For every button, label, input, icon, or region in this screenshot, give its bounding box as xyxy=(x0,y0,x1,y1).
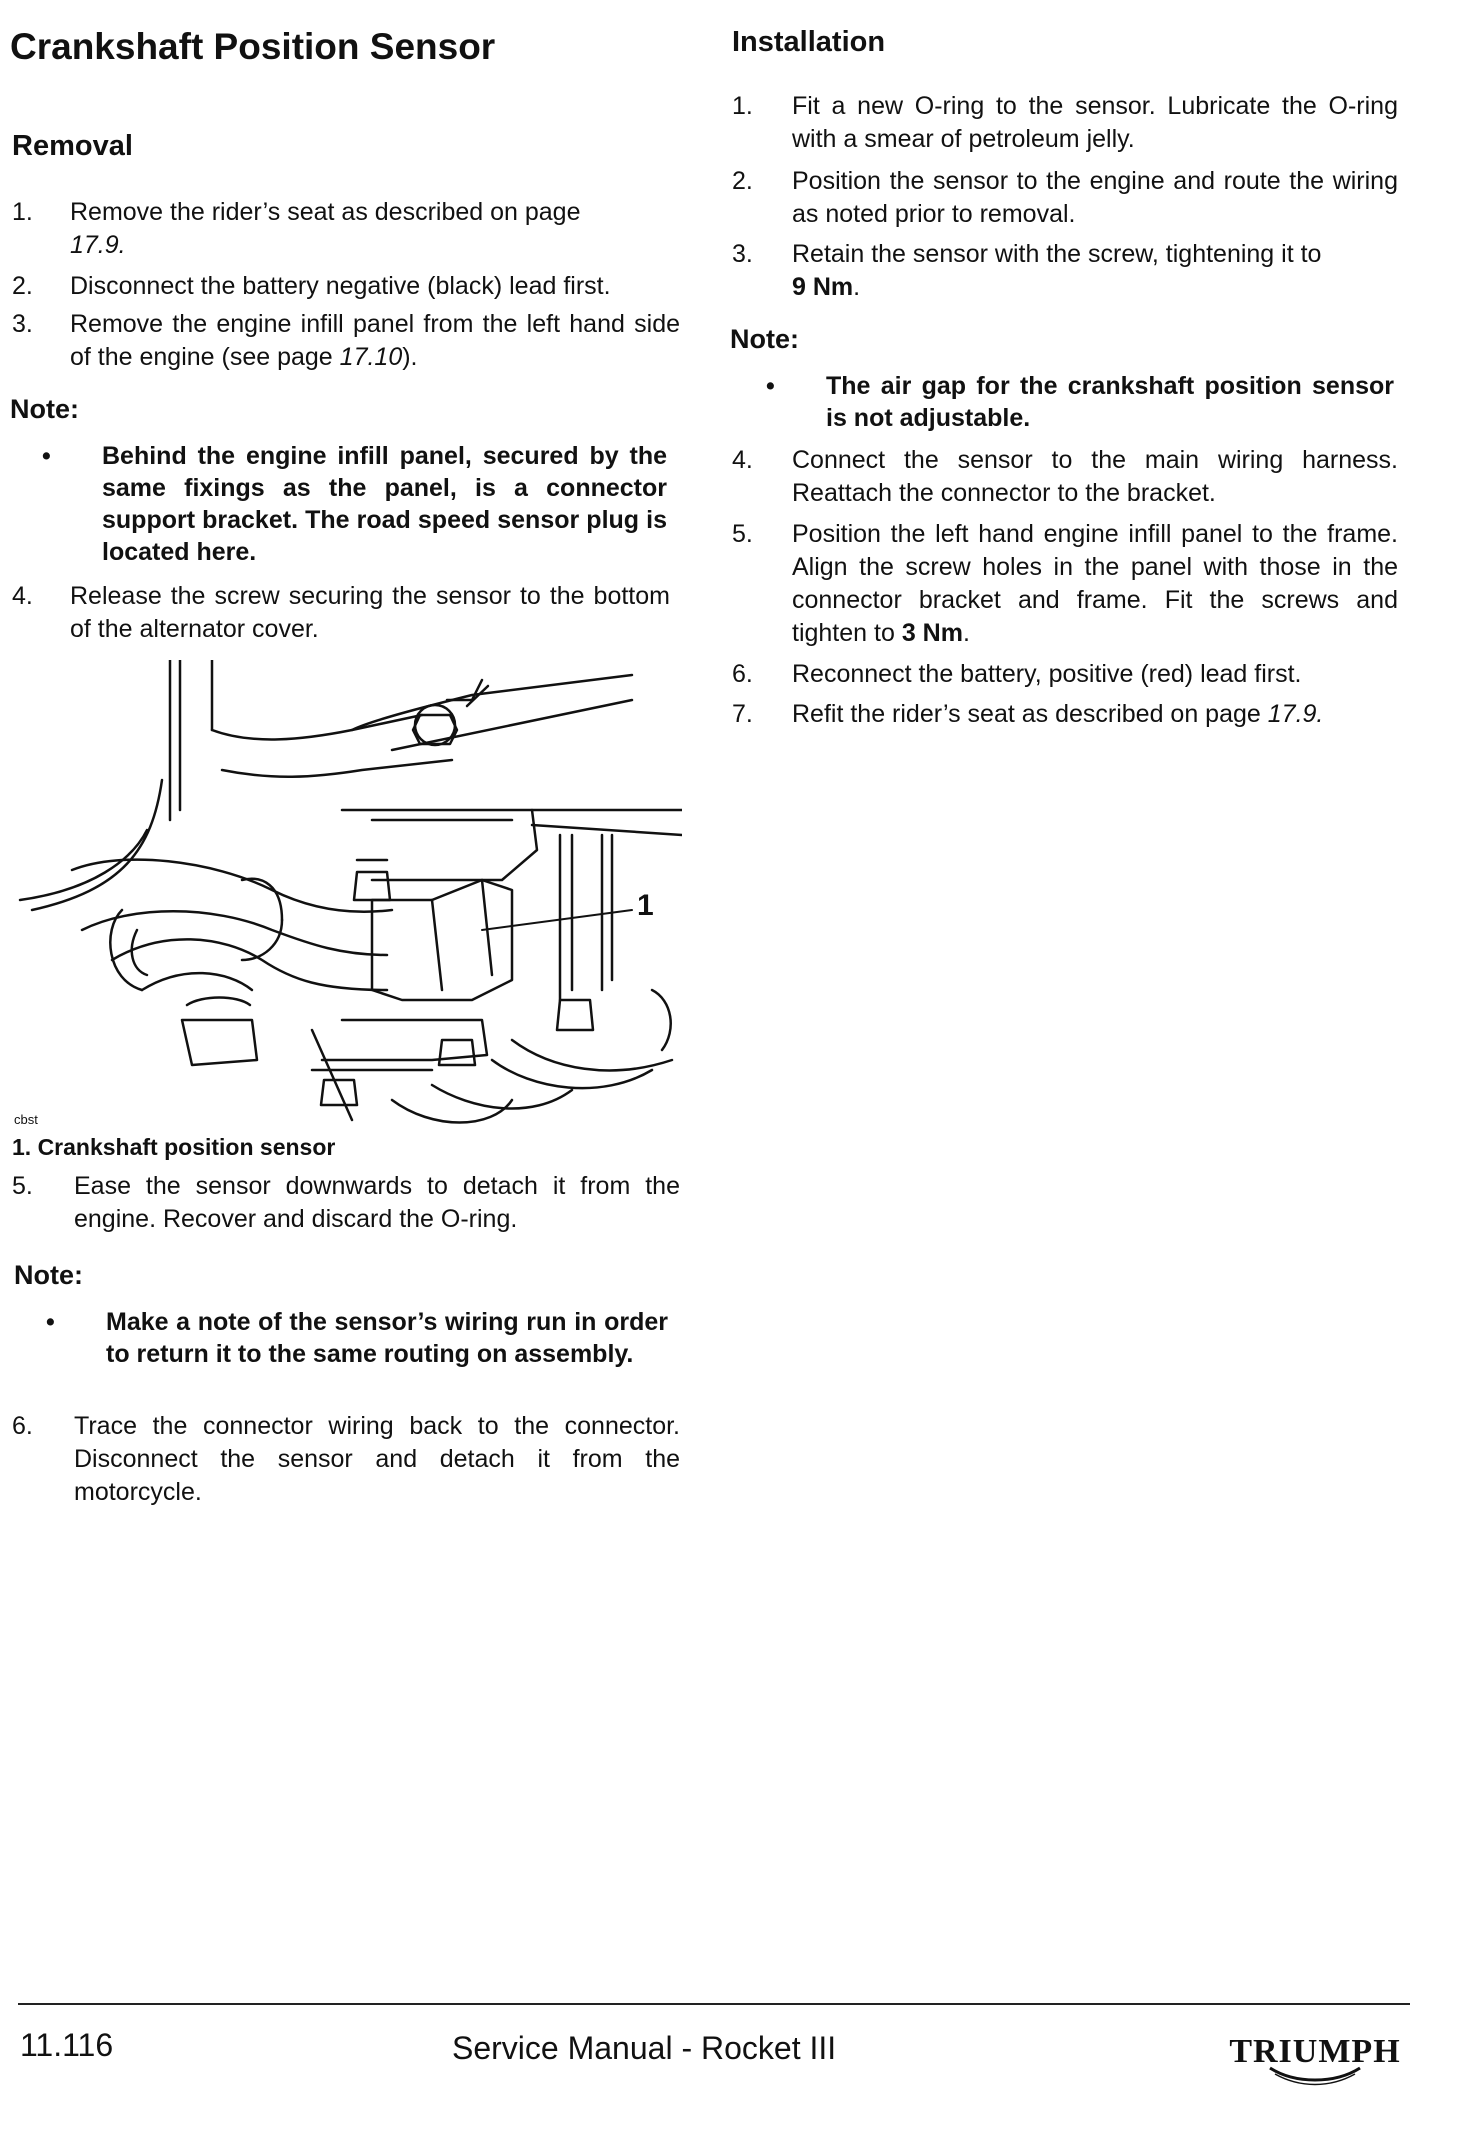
footer-manual-title: Service Manual - Rocket III xyxy=(452,2030,837,2066)
step-text: Retain the sensor with the screw, tightening it to 9 Nm. xyxy=(792,240,1322,301)
torque-value: 9 Nm xyxy=(792,273,854,301)
installation-step-4 xyxy=(732,444,1402,514)
step-number: 4. xyxy=(732,446,753,474)
installation-step-7 xyxy=(732,698,1402,734)
installation-step-1 xyxy=(732,90,1402,160)
step-number: 5. xyxy=(732,520,753,548)
footer-divider xyxy=(18,2003,1410,2005)
step-number: 1. xyxy=(732,92,753,120)
note-bullet xyxy=(46,1306,676,1406)
triumph-logo xyxy=(1215,2022,1415,2092)
step-number: 5. xyxy=(12,1172,33,1200)
bullet-dot-icon: • xyxy=(42,442,51,470)
note-label: Note: xyxy=(14,1260,83,1290)
step-number: 6. xyxy=(12,1412,33,1440)
removal-step-4 xyxy=(12,580,672,650)
step-number: 2. xyxy=(12,272,33,300)
step-number: 7. xyxy=(732,700,753,728)
note-text: The air gap for the crankshaft position sensor is not adjustable. xyxy=(826,372,1394,432)
step-text: Refit the rider’s seat as described on page 17.9. xyxy=(792,700,1324,728)
footer-page-number: 11.116 xyxy=(20,2027,114,2063)
page-reference: 17.9. xyxy=(70,231,126,259)
crankshaft-sensor-illustration xyxy=(12,660,682,1150)
step-text: Trace the connector wiring back to the connector. Disconnect the sensor and detach it from the motorcycle. xyxy=(74,1412,680,1506)
installation-step-6 xyxy=(732,658,1402,694)
removal-step-5 xyxy=(12,1170,682,1240)
installation-heading: Installation xyxy=(732,26,886,58)
step-text: Remove the rider’s seat as described on page 17.9. xyxy=(70,198,581,259)
torque-value: 3 Nm xyxy=(901,619,963,647)
note-text: Behind the engine infill panel, secured by the same fixings as the panel, is a connector support bracket. The road speed sensor plug is located here. xyxy=(102,442,667,566)
svg-text:TRIUMPH: TRIUMPH xyxy=(1229,2033,1401,2070)
step-number: 3. xyxy=(12,310,33,338)
step-number: 4. xyxy=(12,582,33,610)
page-title: Crankshaft Position Sensor xyxy=(10,26,496,67)
removal-step-2 xyxy=(12,270,672,306)
note-text: Make a note of the sensor’s wiring run in order to return it to the same routing on assembly. xyxy=(106,1308,668,1368)
bullet-dot-icon: • xyxy=(46,1308,55,1336)
step-number: 3. xyxy=(732,240,753,268)
step-text: Remove the engine infill panel from the left hand side of the engine (see page 17.10). xyxy=(70,310,680,371)
step-text: Connect the sensor to the main wiring harness. Reattach the connector to the bracket. xyxy=(792,446,1398,507)
figure-tag: cbst xyxy=(14,1112,38,1127)
step-number: 2. xyxy=(732,167,753,195)
step-text: Position the sensor to the engine and route the wiring as noted prior to removal. xyxy=(792,167,1398,228)
step-number: 1. xyxy=(12,198,33,226)
note-label: Note: xyxy=(10,394,79,424)
step-text: Release the screw securing the sensor to the bottom of the alternator cover. xyxy=(70,582,670,643)
step-number: 6. xyxy=(732,660,753,688)
step-text: Fit a new O-ring to the sensor. Lubricate the O-ring with a smear of petroleum jelly. xyxy=(792,92,1398,153)
installation-step-3 xyxy=(732,238,1402,308)
note-label: Note: xyxy=(730,324,799,354)
page-reference: 17.9. xyxy=(1267,700,1324,728)
step-text: Disconnect the battery negative (black) lead first. xyxy=(70,272,611,300)
removal-step-6 xyxy=(12,1410,682,1515)
figure-caption: 1. Crankshaft position sensor xyxy=(12,1134,336,1160)
note-bullet xyxy=(766,370,1406,440)
removal-step-3 xyxy=(12,308,680,378)
bullet-dot-icon: • xyxy=(766,372,775,400)
step-text: Position the left hand engine infill panel to the frame. Align the screw holes in the panel with those in the connector bracket and frame. Fit the screws and tighten to 3 Nm. xyxy=(792,520,1398,647)
removal-step-1 xyxy=(12,196,672,266)
page-reference: 17.10 xyxy=(339,343,403,371)
figure-callout: 1 xyxy=(637,889,654,922)
installation-step-5 xyxy=(732,518,1402,658)
note-bullet xyxy=(42,440,672,570)
step-text: Reconnect the battery, positive (red) lead first. xyxy=(792,660,1302,688)
step-text: Ease the sensor downwards to detach it from the engine. Recover and discard the O-ring. xyxy=(74,1172,680,1233)
installation-step-2 xyxy=(732,165,1402,235)
removal-heading: Removal xyxy=(12,130,133,162)
